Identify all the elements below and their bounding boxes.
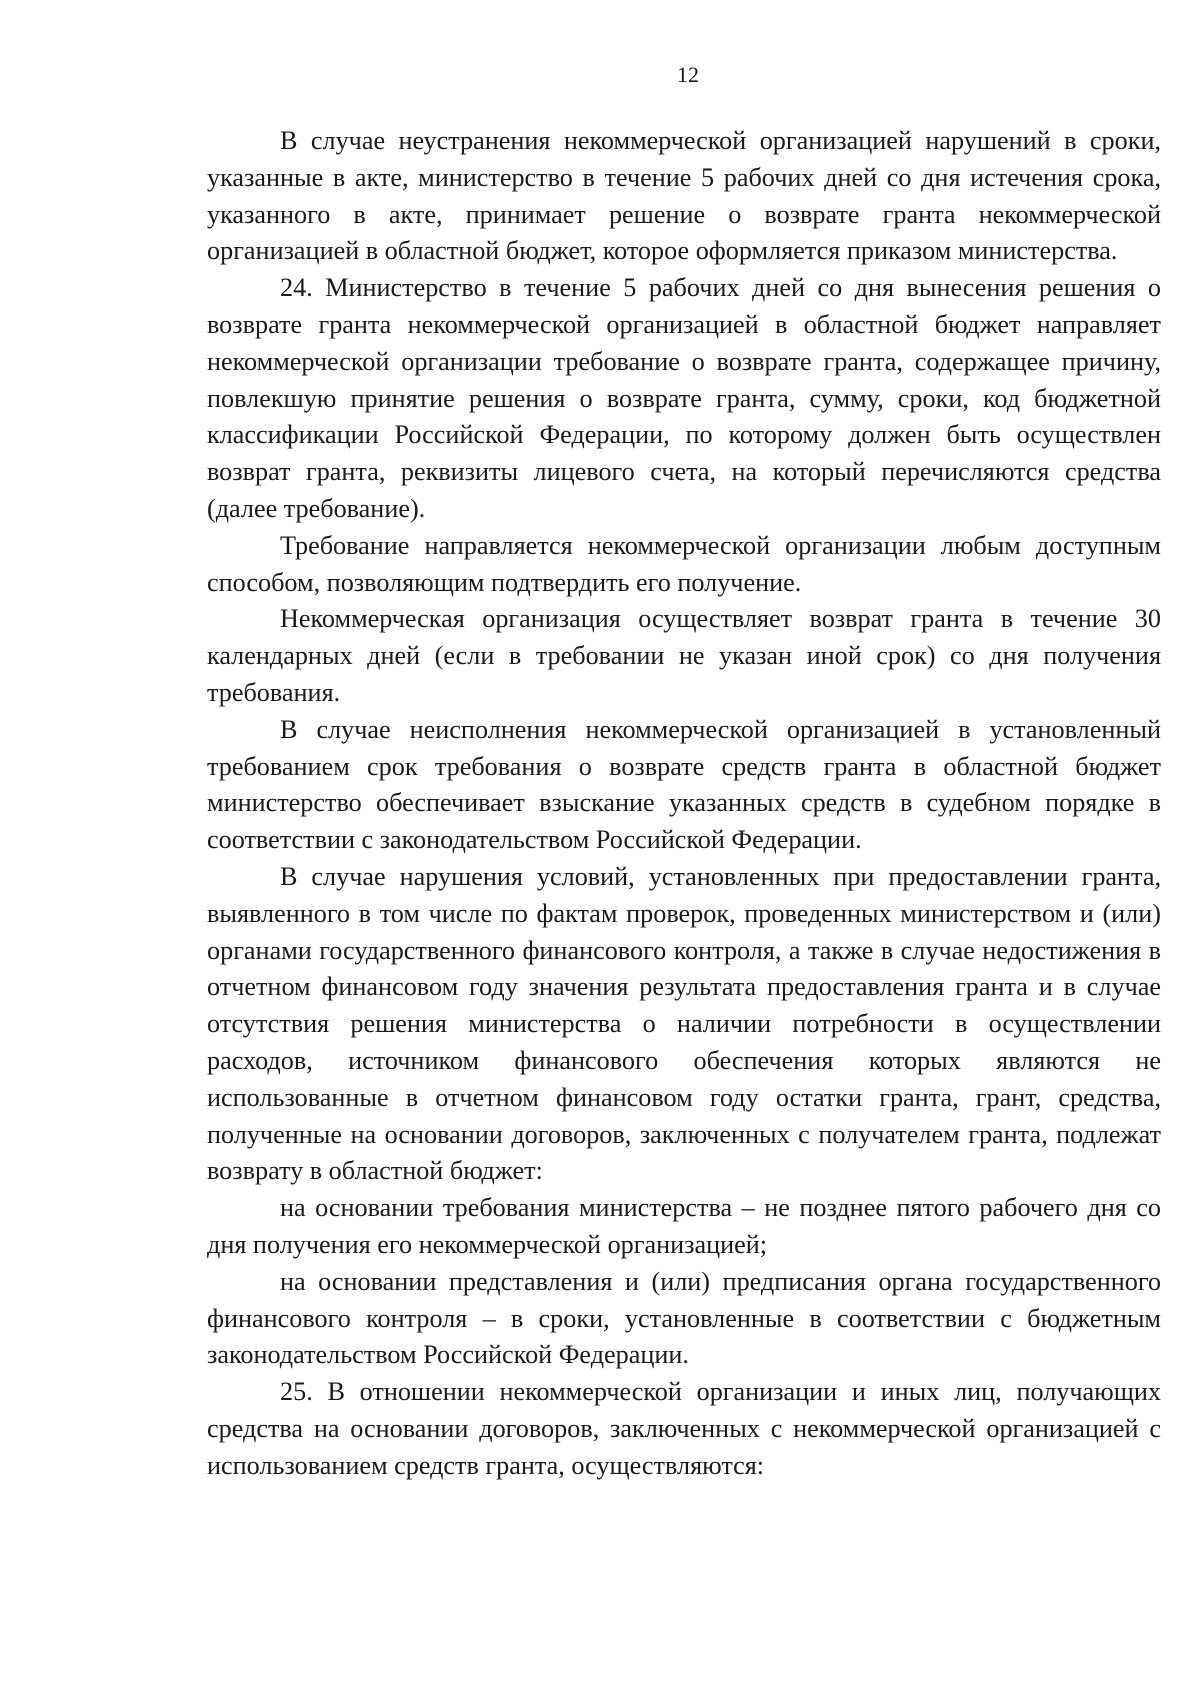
- paragraph-item-24: 24. Министерство в течение 5 рабочих дней со дня вынесения решения о возврате гранта некоммерческой организацией в областной бюджет направляет некоммерческой организации требование о возврате гранта, содержащее причину, повлекшую принятие решения о возврате гранта, сумму, сроки, код бюджетной классификации Российской Федерации, по которому должен быть осуществлен возврат гранта, реквизиты лицевого счета, на который перечисляются средства (далее требование).: [207, 273, 1161, 523]
- document-body: [207, 123, 1161, 1484]
- paragraph-ministry-requirement: на основании требования министерства – не позднее пятого рабочего дня со дня получения его некоммерческой организацией;: [207, 1193, 1161, 1259]
- paragraph-return-term: Некоммерческая организация осуществляет возврат гранта в течение 30 календарных дней (если в требовании не указан иной срок) со дня получения требования.: [207, 604, 1161, 707]
- paragraph-court-recovery: В случае неисполнения некоммерческой организацией в установленный требованием срок требования о возврате средств гранта в областной бюджет министерство обеспечивает взыскание указанных средств в судебном порядке в соответствии с законодательством Российской Федерации.: [207, 714, 1161, 855]
- paragraph-violation-not-fixed: В случае неустранения некоммерческой организацией нарушений в сроки, указанные в акте, министерство в течение 5 рабочих дней со дня истечения срока, указанного в акте, принимает решение о возврате гранта некоммерческой организацией в областной бюджет, которое оформляется приказом министерства.: [207, 126, 1161, 266]
- paragraph-control-order: на основании представления и (или) предписания органа государственного финансового контроля – в сроки, установленные в соответствии с бюджетным законодательством Российской Федерации.: [207, 1266, 1161, 1370]
- page-number: 12: [677, 62, 699, 87]
- paragraph-item-25: 25. В отношении некоммерческой организации и иных лиц, получающих средства на основании договоров, заключенных с некоммерческой организацией с использованием средств гранта, осуществляются:: [207, 1377, 1161, 1480]
- paragraph-conditions-violation: В случае нарушения условий, установленных при предоставлении гранта, выявленного в том числе по фактам проверок, проведенных министерством и (или) органами государственного финансового контроля, а также в случае недостижения в отчетном финансовом году значения результата предоставления гранта и в случае отсутствия решения министерства о наличии потребности в осуществлении расходов, источником финансового обеспечения которых являются не использованные в отчетном финансовом году остатки гранта, грант, средства, полученные на основании договоров, заключенных с получателем гранта, подлежат возврату в областной бюджет:: [207, 861, 1161, 1186]
- paragraph-requirement-delivery: Требование направляется некоммерческой организации любым доступным способом, позволяющим подтвердить его получение.: [207, 530, 1161, 597]
